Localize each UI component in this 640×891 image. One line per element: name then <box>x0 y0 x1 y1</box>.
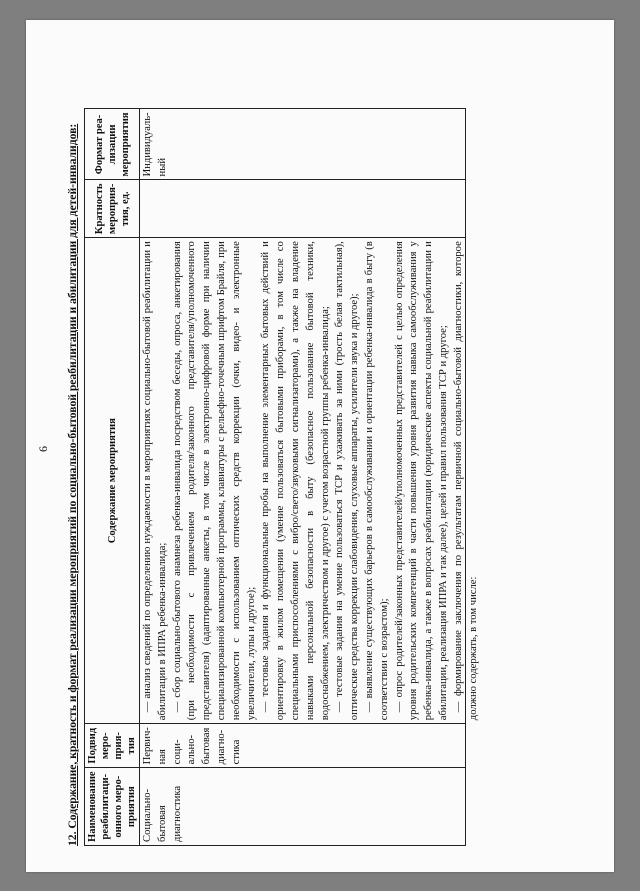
cell-subtype: Первич-ная соци-ально-бытовая диагно-стика <box>140 724 466 768</box>
content-paragraph: — выявление существующих барьеров в самообслуживании и ориентации ребенка-инвалида в быту (в соответствии с возрастом); <box>363 241 390 721</box>
cell-format: Индивидуаль-ный <box>140 109 466 180</box>
header-frequency: Кратность мероприя-тия, ед. <box>85 180 140 238</box>
header-format: Формат реа-лизации мероприятия <box>85 109 140 180</box>
rehabilitation-table <box>84 108 479 846</box>
content-paragraph: — анализ сведений по определению нуждаемости в мероприятиях социально-бытовой реабилитации и абилитации в ИПРА ребенка-инвалида; <box>142 241 168 721</box>
header-name: Наименование реабилитаци-онного меро-приятия <box>85 768 140 846</box>
header-subtype: Подвид меро-прия-тия <box>85 724 140 768</box>
content-paragraph: — тестовые задания на умение пользоваться ТСР и ухаживать за ними (трость белая тактильная), оптические средства коррекции слабовидения, слуховые аппараты, усилители звука и другое); <box>334 241 361 721</box>
page-number: 6 <box>36 446 50 452</box>
header-content: Содержание мероприятия <box>85 238 140 724</box>
content-paragraph: — опрос родителей/законных представителей/уполномоченных представителей с целью определения уровня родительских компетенций в части повышения уровня развития навыка самообслуживания у ребенка-инвалида, а также в вопросах реабилитации (юридические аспекты социальной реабилитации и абилитации, реализация ИПРА и так далее), целей и правил пользования ТСР и другое; <box>393 241 449 721</box>
section-title: 12. Содержание, кратность и формат реализации мероприятий по социально-бытовой реабилитации и абилитации для детей-инвалидов: <box>66 123 79 846</box>
rotated-page-content <box>26 20 614 872</box>
content-paragraph: — сбор социально-бытового анамнеза ребенка-инвалида посредством беседы, опроса, анкетирования (при необходимости с привлечением родителя/законного представителя/уполномоченного представителя) (адаптированные анкеты, в том числе в электронно-цифровой форме при наличии специализированной компьютерной программы, клавиатуры с рельефно-точечным шрифтом Брайля, при необходимости с использованием оптических средств коррекции (очки, видео- и электронные увеличители, лупы и другое); <box>171 241 257 721</box>
content-paragraph: — тестовые задания и функциональные пробы на выполнение элементарных бытовых действий и ориентировку в жилом помещении (умение пользоваться бытовыми приборами, в том числе со специальными приспособлениями с вибро/свето/звуковыми сигнализаторами), а также на владение навыками персональной безопасности в быту (безопасное пользование бытовой техники, водоснабжением, электричеством и другое) с учетом возрастной группы ребенка-инвалида; <box>260 241 331 721</box>
cell-name: Социально-бытовая диагностика <box>140 768 466 846</box>
table-header-row <box>85 109 140 846</box>
content-paragraph: — формирование заключения по результатам первичной социально-бытовой диагностики, которое должно содержать, в том числе: <box>452 241 479 721</box>
cell-frequency <box>140 180 466 238</box>
cell-content <box>140 238 479 724</box>
document-page <box>26 20 614 872</box>
table-row <box>140 109 466 846</box>
